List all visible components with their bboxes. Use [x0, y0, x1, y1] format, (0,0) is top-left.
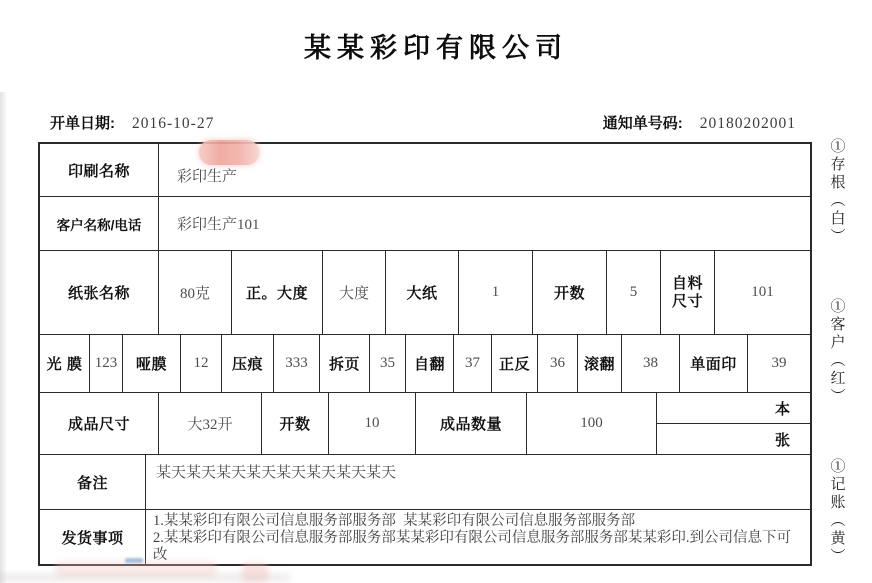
print-name-label: 印刷名称: [40, 144, 159, 196]
print-name-value: 彩印生产: [177, 168, 238, 185]
tumble-value: 38: [622, 335, 680, 392]
tumble-label: 滚翻: [578, 335, 622, 392]
unit-books-label: 本: [657, 393, 810, 424]
matte-film-label: 哑膜: [123, 335, 181, 392]
copy-labels-column: [822, 138, 852, 566]
finished-cuts-value: 10: [329, 393, 416, 454]
notice-number-group: [603, 112, 812, 133]
finished-size-label: 成品尺寸: [40, 393, 159, 454]
unbind-value: 35: [370, 335, 406, 392]
big-sheet-label: 大纸: [386, 251, 459, 334]
shipping-notes: [146, 510, 810, 564]
redaction-blob: [199, 140, 259, 165]
row-remark: [40, 455, 810, 510]
finished-qty-label: 成品数量: [416, 393, 527, 454]
paper-size-value: 大度: [323, 251, 386, 334]
single-side-value: 39: [771, 355, 787, 371]
customer-label: 客户名称/电话: [40, 197, 159, 250]
self-turn-value: 37: [454, 335, 492, 392]
row-print-name: [40, 144, 810, 197]
shipping-note-1: 1.某某彩印有限公司信息服务部服务部 某某彩印有限公司信息服务部服务部: [153, 513, 636, 529]
remark-label: 备注: [40, 455, 146, 509]
paper-name-label: 纸张名称: [40, 251, 159, 334]
finished-cuts-label: 开数: [262, 393, 329, 454]
copy-label-account-yellow: ①记账（黄）: [828, 458, 846, 566]
row-finished: [40, 393, 810, 455]
row-process: [40, 335, 810, 393]
scan-edge-shadow: [0, 92, 7, 583]
row-shipping: [40, 510, 810, 564]
unbind-label: 拆页: [320, 335, 370, 392]
self-turn-label: 自翻: [406, 335, 454, 392]
order-date-label: 开单日期:: [50, 115, 115, 132]
paper-size-label: 正。大度: [232, 251, 323, 334]
notice-number-label: 通知单号码:: [602, 115, 683, 132]
order-date-group: [38, 112, 214, 133]
own-material-size-value: 101: [751, 284, 774, 300]
shipping-note-2: 2.某某彩印有限公司信息服务部服务部某某彩印有限公司信息服务部服务部某某彩印.到公司信息下可改: [153, 530, 791, 563]
paper-cuts-value: 5: [607, 251, 661, 334]
finished-qty-value: 100: [527, 393, 657, 454]
gloss-film-value: 123: [90, 335, 123, 392]
order-date-value: 2016-10-27: [132, 115, 215, 132]
row-customer: [40, 197, 810, 251]
unit-sheets-label: 张: [774, 431, 790, 449]
matte-film-value: 12: [181, 335, 222, 392]
row-paper: [40, 251, 810, 335]
finished-size-value: 大32开: [159, 393, 262, 454]
scan-smudge-gray: [0, 573, 290, 582]
order-table: [38, 142, 812, 566]
scan-smudge-blue: [125, 558, 143, 563]
copy-label-stub-white: ①存根（白）: [828, 138, 846, 246]
single-side-label: 单面印: [680, 335, 748, 392]
own-material-size-label: 自料尺寸: [661, 251, 715, 334]
notice-number-value: 20180202001: [699, 115, 796, 132]
duplex-label: 正反: [492, 335, 538, 392]
copy-label-customer-red: ①客户（红）: [828, 298, 846, 406]
unit-cell: [657, 393, 810, 454]
customer-value: 彩印生产101: [177, 217, 260, 233]
big-sheet-value: 1: [459, 251, 533, 334]
shipping-label: 发货事项: [40, 510, 146, 564]
header-row: [38, 112, 812, 133]
paper-cuts-label: 开数: [533, 251, 607, 334]
crease-label: 压痕: [222, 335, 274, 392]
remark-value: 某天某天某天某天某天某天某天某天: [156, 465, 397, 481]
paper-weight-value: 80克: [159, 251, 232, 334]
gloss-film-label: 光 膜: [40, 335, 90, 392]
duplex-value: 36: [538, 335, 578, 392]
page-title: 某某彩印有限公司: [304, 33, 568, 63]
crease-value: 333: [274, 335, 320, 392]
